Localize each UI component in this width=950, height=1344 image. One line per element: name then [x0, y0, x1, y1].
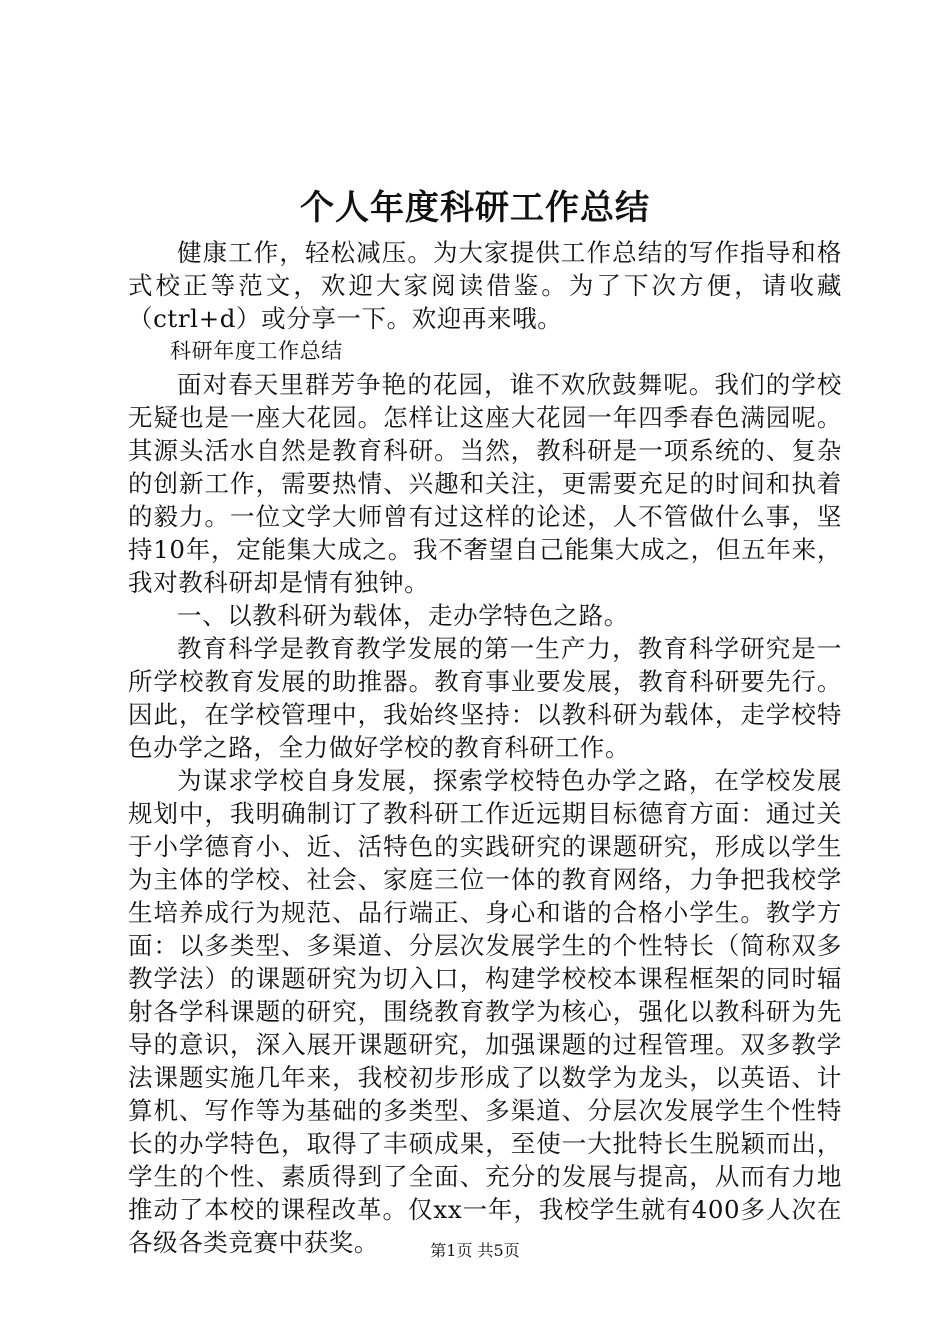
intro-paragraph: 健康工作，轻松减压。为大家提供工作总结的写作指导和格式校正等范文，欢迎大家阅读借鉴。为了下次方便，请收藏（ctrl+d）或分享一下。欢迎再来哦。	[128, 238, 842, 333]
section-heading: 一、以教科研为载体，走办学特色之路。	[177, 601, 629, 630]
page-footer: 第1页 共5页	[430, 1241, 520, 1260]
body-paragraph: 为谋求学校自身发展，探索学校特色办学之路，在学校发展规划中，我明确制订了教科研工作近远期目标德育方面：通过关于小学德育小、近、活特色的实践研究的课题研究，形成以学生为主体的学校、社会、家庭三位一体的教育网络，力争把我校学生培养成行为规范、品行端正、身心和谐的合格小学生。教学方面：以多类型、多渠道、分层次发展学生的个性特长（简称双多教学法）的课题研究为切入口，构建学校校本课程框架的同时辐射各学科课题的研究，围绕教育教学为核心，强化以教科研为先导的意识，深入展开课题研究，加强课题的过程管理。双多教学法课题实施几年来，我校初步形成了以数学为龙头，以英语、计算机、写作等为基础的多类型、多渠道、分层次发展学生个性特长的办学特色，取得了丰硕成果，至使一大批特长生脱颖而出，学生的个性、素质得到了全面、充分的发展与提高，从而有力地推动了本校的课程改革。仅xx一年，我校学生就有400多人次在各级各类竞赛中获奖。	[128, 766, 842, 1257]
body-paragraph: 教育科学是教育教学发展的第一生产力，教育科学研究是一所学校教育发展的助推器。教育事业要发展，教育科研要先行。因此，在学校管理中，我始终坚持：以教科研为载体，走学校特色办学之路，全力做好学校的教育科研工作。	[128, 634, 842, 762]
document-title: 个人年度科研工作总结	[300, 188, 650, 228]
body-paragraph: 面对春天里群芳争艳的花园，谁不欢欣鼓舞呢。我们的学校无疑也是一座大花园。怎样让这座大花园一年四季春色满园呢。其源头活水自然是教育科研。当然，教科研是一项系统的、复杂的创新工作，需要热情、兴趣和关注，更需要充足的时间和执着的毅力。一位文学大师曾有过这样的论述，人不管做什么事，坚持10年，定能集大成之。我不奢望自己能集大成之，但五年来，我对教科研却是情有独钟。	[128, 370, 842, 597]
document-body	[128, 236, 842, 1259]
subheading: 科研年度工作总结	[170, 339, 343, 363]
